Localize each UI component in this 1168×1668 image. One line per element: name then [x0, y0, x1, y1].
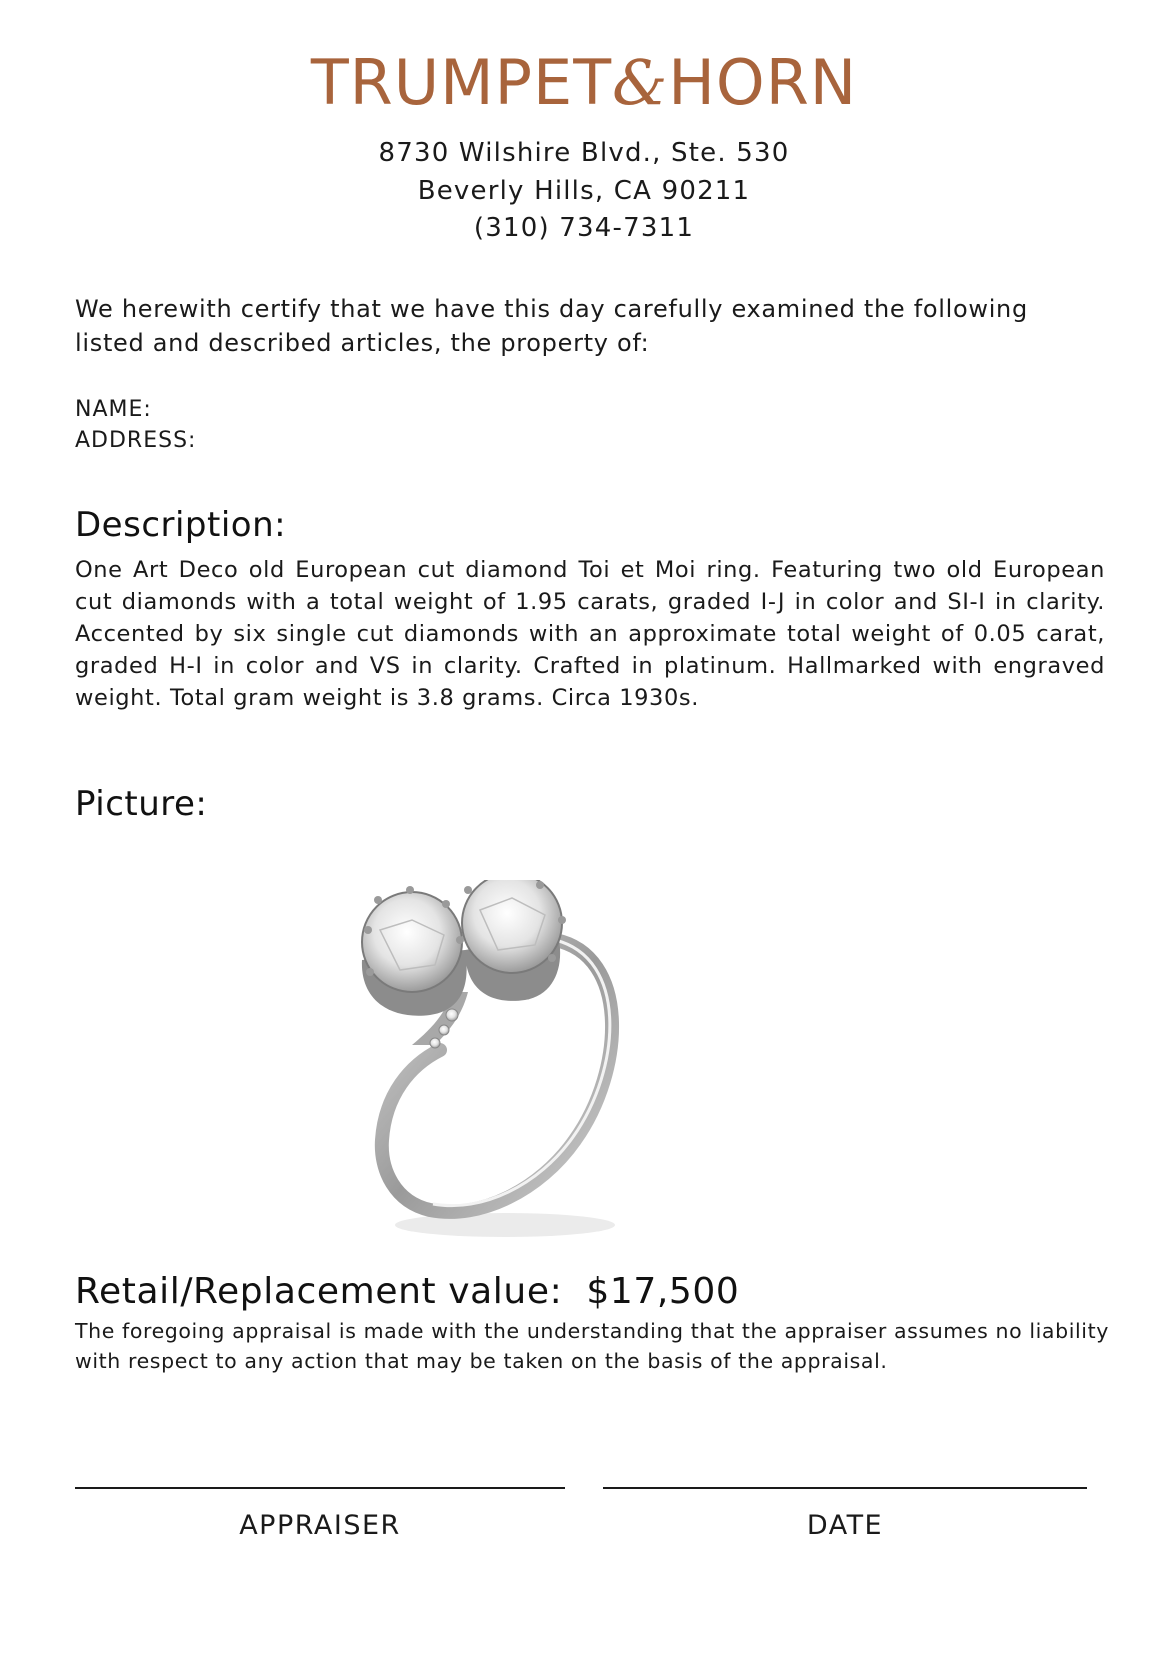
picture-heading: Picture:	[75, 784, 208, 824]
date-signature-line	[603, 1487, 1087, 1489]
valuation-label: Retail/Replacement value:	[75, 1271, 563, 1312]
brand-name-left: TRUMPET	[310, 46, 613, 119]
appraiser-signature-line	[75, 1487, 565, 1489]
address-label: ADDRESS:	[75, 428, 197, 453]
accent-diamond-2	[439, 1025, 449, 1035]
description-text: One Art Deco old European cut diamond Toi et Moi ring. Featuring two old European cut diamonds with a total weight of 1.95 carats, graded I-J in color and SI-I in clarity. Accented by six single cut diamonds with an approximate total weight of 0.05 carat, graded H-I in color and VS in clarity. Crafted in platinum. Hallmarked with engraved weight. Total gram weight is 3.8 grams. Circa 1930s.	[75, 557, 1105, 711]
accent-diamond-3	[430, 1038, 440, 1048]
ring-photo	[340, 880, 670, 1270]
brand-ampersand: &	[612, 46, 669, 119]
address-line-2: Beverly Hills, CA 90211	[417, 176, 751, 206]
valuation-amount: $17,500	[586, 1271, 740, 1312]
disclaimer-text: The foregoing appraisal is made with the understanding that the appraiser assumes no liability with respect to any action that may be taken on the basis of the appraisal.	[75, 1319, 1109, 1373]
name-label: NAME:	[75, 397, 152, 422]
description-heading: Description:	[75, 505, 287, 545]
date-label: DATE	[806, 1510, 884, 1541]
valuation-row	[75, 1271, 740, 1312]
accent-diamond-1	[446, 1009, 458, 1021]
appraiser-label: APPRAISER	[239, 1510, 401, 1541]
certification-intro: We herewith certify that we have this day carefully examined the following listed and described articles, the property of:	[75, 295, 1028, 357]
brand-logo	[0, 46, 1168, 119]
brand-name-right: HORN	[668, 46, 858, 119]
address-line-1: 8730 Wilshire Blvd., Ste. 530	[378, 138, 790, 168]
phone-number: (310) 734-7311	[473, 213, 695, 243]
right-diamond	[462, 880, 562, 973]
